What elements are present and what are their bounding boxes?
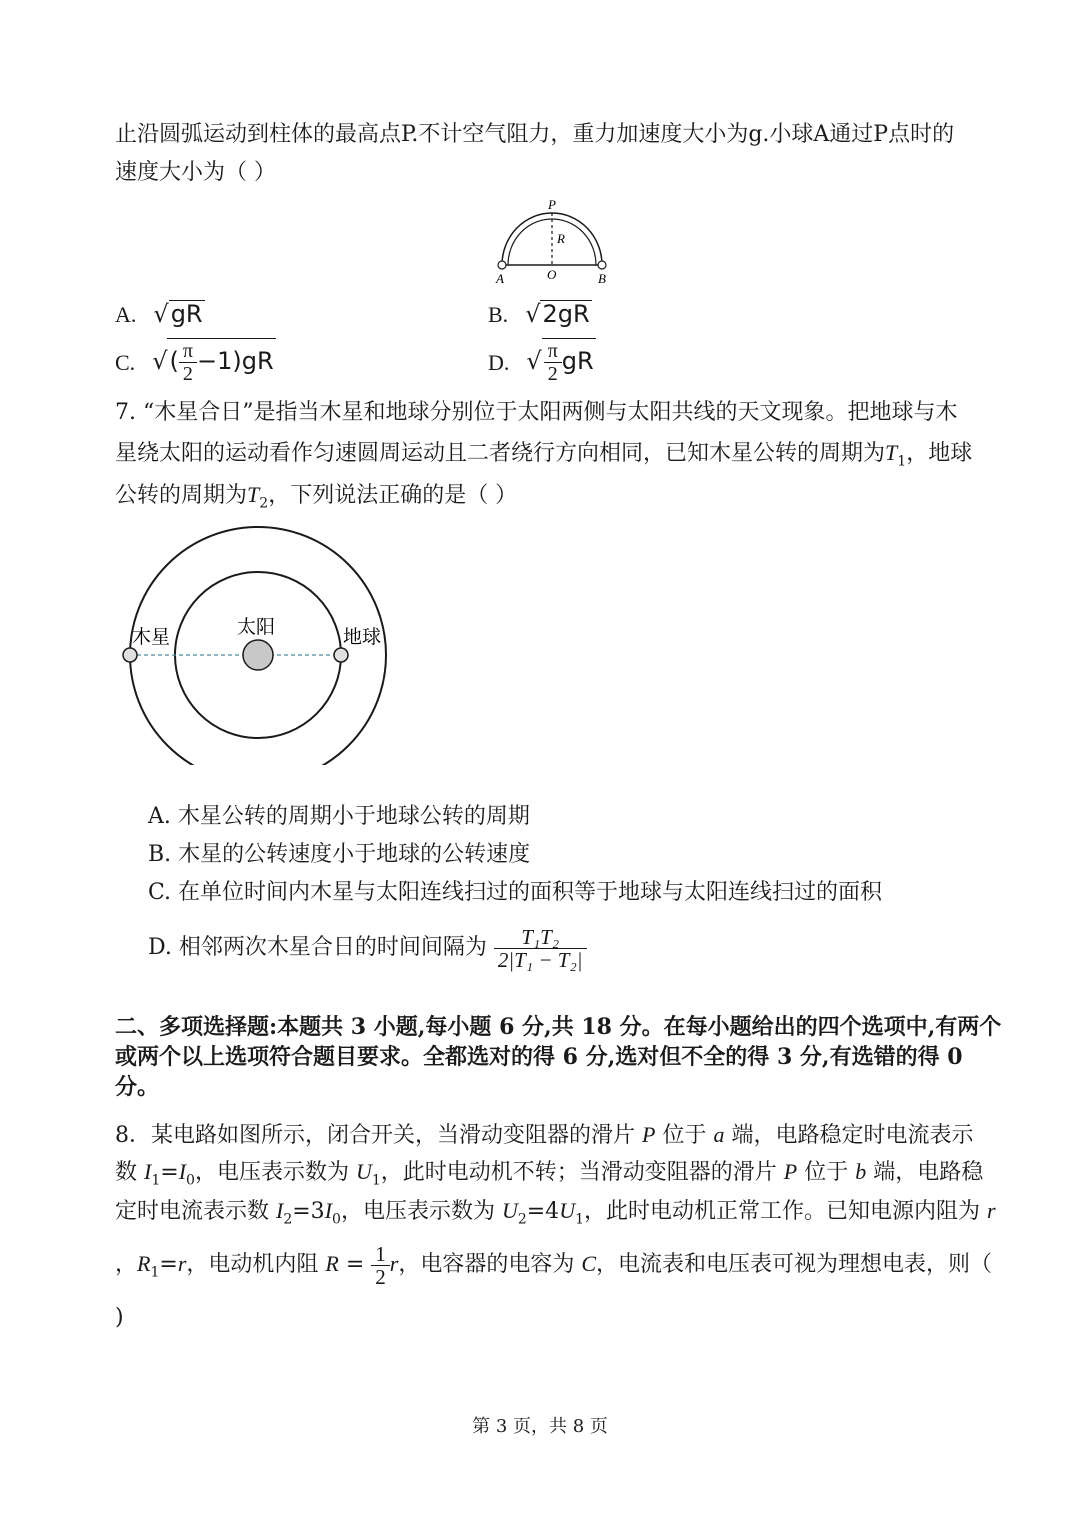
option-den: 2 [544,362,562,385]
label-p: P [548,197,556,212]
semicircle-figure [490,195,615,287]
q8-line4: ，$R_1=r$，电动机内阻 R = $\frac{1}{2}$ r，电容器的电容为 C，电流表和电压表可视为理想电表，则（ [115,1241,993,1289]
label-jupiter: 木星 [132,626,171,648]
q6-option-b[interactable]: B. √2gR [488,300,590,328]
orbit-figure [120,525,400,765]
optd-num: T₁T₂ [521,924,560,949]
q7-option-a[interactable]: A. 木星公转的周期小于地球公转的周期 [148,804,530,829]
q8-line2: 数 $I_1=I_0$，电压表示数为 $U_1$，此时电动机不转；当滑动变阻器的滑片 P 位于 b 端，电路稳 [115,1159,984,1189]
q7-option-b[interactable]: B. 木星的公转速度小于地球的公转速度 [148,842,531,867]
q6-line1: 止沿圆弧运动到柱体的最高点P.不计空气阻力，重力加速度大小为g.小球A通过P点时的 [115,122,955,147]
q6-option-a[interactable]: A. √gR [115,300,203,328]
q6-line2: 速度大小为（ ） [115,160,276,185]
label-sun: 太阳 [237,616,276,638]
option-pre: ( [169,347,179,375]
label-b: B [598,271,606,286]
label-r: R [557,231,565,246]
jupiter [123,648,137,662]
option-num: π [547,339,558,362]
q7-line1: 7. “木星合日”是指当木星和地球分别位于太阳两侧与太阳共线的天文现象。把地球与木 [115,400,958,425]
section2-line3: 分。 [115,1074,160,1100]
ball-a [498,261,506,269]
sun [243,640,273,670]
option-letter: C. [115,350,136,375]
q8-line5: ) [115,1305,124,1330]
q6-option-c[interactable]: C. √( $\frac{\pi}{2}$ −1)gR [115,339,274,385]
section2-line2: 或两个以上选项符合题目要求。全都选对的得 6 分,选对但不全的得 3 分,有选错的得 0 [115,1044,963,1070]
ball-b [598,261,606,269]
earth [334,648,348,662]
q7-option-d[interactable]: D. 相邻两次木星合日的时间间隔为 $\frac{\text{T₁T₂}}{\text{2|T₁ − T₂|}}$ [148,918,587,978]
q7-option-c[interactable]: C. 在单位时间内木星与太阳连线扫过的面积等于地球与太阳连线扫过的面积 [148,880,883,905]
label-o: O [547,267,557,282]
option-den: 2 [179,362,197,385]
page-footer: 第 3 页，共 8 页 [472,1416,608,1437]
q7-line2: 星绕太阳的运动看作匀速圆周运动且二者绕行方向相同，已知木星公转的周期为$T_1$，地球 [115,440,973,470]
option-expr: gR [170,300,203,328]
option-expr: 2gR [542,300,590,328]
option-letter: A. [115,302,137,327]
option-post: −1)gR [196,347,274,375]
label-a: A [496,271,504,286]
q8-line3: 定时电流表示数 $I_2=3I_0$，电压表示数为 $U_2=4U_1$，此时电动机正常工作。已知电源内阻为 r [115,1198,996,1228]
q8-line1: 8．某电路如图所示，闭合开关，当滑动变阻器的滑片 P 位于 a 端，电路稳定时电流表示 [115,1122,974,1148]
optd-den: 2|T₁ − T₂| [494,948,587,971]
option-num: π [182,339,193,362]
option-letter: B. [488,302,509,327]
section2-line1: 二、多项选择题:本题共 3 小题,每小题 6 分,共 18 分。在每小题给出的四个选项中,有两个 [115,1014,1002,1040]
q6-option-d[interactable]: D. √ $\frac{\pi}{2}$ gR [488,339,594,385]
option-letter: D. [488,350,510,375]
q7-line3: 公转的周期为$T_2$，下列说法正确的是（ ） [115,482,518,512]
label-earth: 地球 [343,626,382,648]
option-post: gR [561,347,594,375]
